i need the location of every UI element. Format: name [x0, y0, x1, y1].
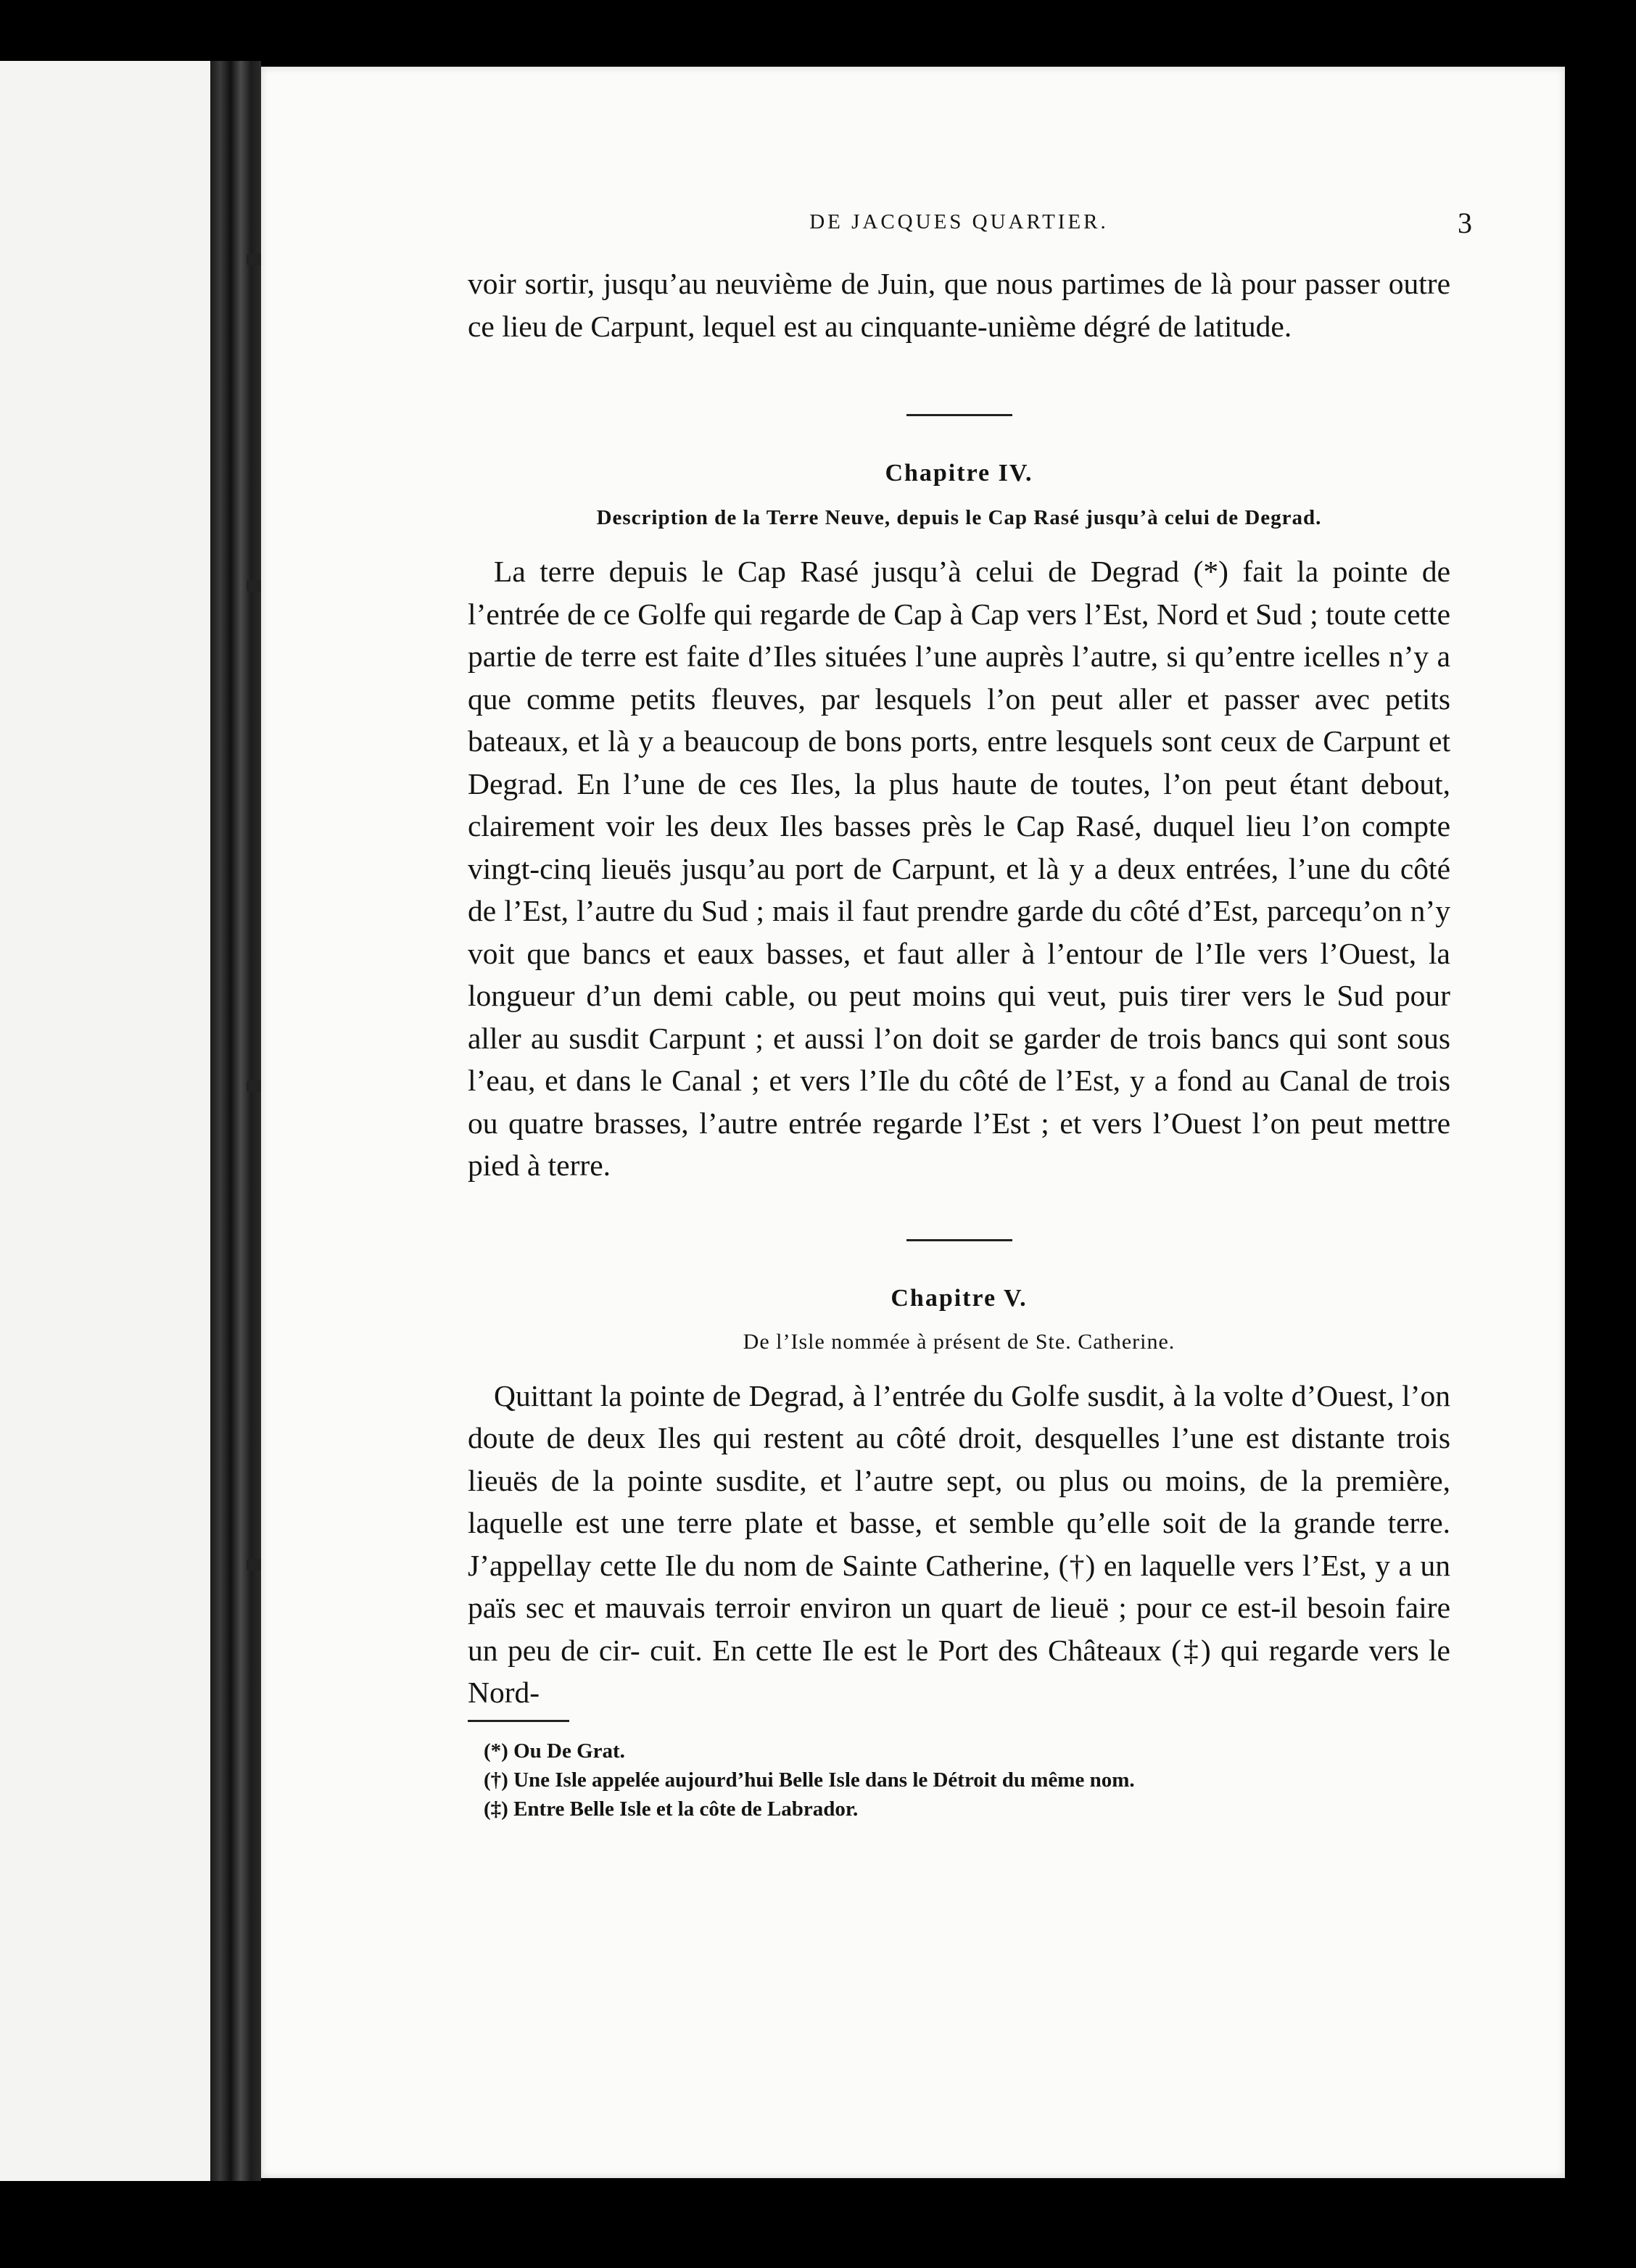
book-spine [210, 61, 261, 2181]
intro-paragraph [468, 262, 1450, 347]
text-line: trois bancs qui sont sous l’eau, et dans le Canal ; et vers l’Ile du côté de [468, 1021, 1451, 1097]
text-line: la plus haute de toutes, l’on peut étant debout, clairement voir les deux [468, 766, 1450, 843]
text-line: environ un quart de lieuë ; pour ce est-il besoin faire un peu de cir- [468, 1591, 1451, 1667]
chapter-heading: Chapitre V. [891, 1284, 1028, 1312]
text-line: l’autre, si qu’entre icelles n’y a que comme petits fleuves, par lesquels l’on [468, 640, 1450, 716]
text-line: de latitude. [1157, 309, 1292, 343]
chapter-paragraph [468, 550, 1450, 1187]
page-content [468, 204, 1472, 1824]
text-line: Catherine, (†) en laquelle vers l’Est, y a un païs sec et mauvais terroir [468, 1548, 1450, 1624]
text-line: d’Ouest, l’on doute de deux Iles qui restent au côté droit, desquelles [468, 1378, 1450, 1454]
text-line: vers le Sud pour aller au susdit Carpunt ; et aussi l’on doit se garder de [468, 979, 1450, 1055]
text-line: peut aller et passer avec petits bateaux, et là y a beaucoup de bons ports, [468, 682, 1450, 758]
text-line: l’Ouest, la longueur d’un demi cable, ou peut moins qui veut, puis tirer [468, 936, 1450, 1012]
text-line: passer outre ce lieu de Carpunt, lequel est au cinquante-unième dégré [468, 267, 1450, 343]
running-title: DE JACQUES QUARTIER. [809, 210, 1109, 233]
text-line: jusqu’au port de Carpunt, et là y a deux entrées, l’une du côté de l’Est, [468, 851, 1450, 927]
text-line: voir sortir, jusqu’au neuvième de Juin, que nous partimes de là pour [468, 267, 1305, 300]
left-page-edge [0, 61, 210, 2181]
chapter-paragraph [468, 1375, 1450, 1714]
section-divider [906, 1239, 1012, 1241]
footnote: (*) Ou De Grat. [484, 1739, 625, 1763]
chapter-subtitle: De l’Isle nommée à présent de Ste. Catherine. [743, 1329, 1176, 1354]
text-line: entre lesquels sont ceux de Carpunt et Degrad. En l’une de ces Iles, [468, 724, 1450, 800]
book-page [261, 67, 1565, 2178]
text-line: Iles basses près le Cap Rasé, duquel lieu l’on compte vingt-cinq lieuës [468, 809, 1450, 885]
text-line: La terre depuis le Cap Rasé jusqu’à celui de Degrad (*) fait la pointe [494, 555, 1422, 588]
footnote: (†) Une Isle appelée aujourd’hui Belle Isle dans le Détroit du même nom. [484, 1768, 1135, 1792]
page-number: 3 [1458, 207, 1472, 239]
text-line: ou moins, de la première, laquelle est une terre plate et basse, et semble [468, 1463, 1450, 1539]
footnote-divider [468, 1720, 569, 1722]
text-line: de l’entrée de ce Golfe qui regarde de Cap à Cap vers l’Est, Nord et [468, 555, 1450, 631]
text-line: l’autre du Sud ; mais il faut prendre garde du côté d’Est, parcequ’on [577, 894, 1410, 927]
running-head [468, 204, 1472, 248]
text-line: l’Est, y a fond au Canal de trois ou quatre brasses, l’autre entrée [468, 1064, 1450, 1140]
text-line: l’une est distante trois lieuës de la pointe susdite, et l’autre sept, ou plus [468, 1421, 1450, 1497]
chapter-subtitle: Description de la Terre Neuve, depuis le Cap Rasé jusqu’à celui de Degrad. [596, 506, 1322, 529]
text-line: cuit. En cette Ile est le Port des Châteaux (‡) qui regarde vers le Nord- [468, 1633, 1450, 1709]
section-divider [906, 414, 1012, 416]
text-line: Sud ; toute cette partie de terre est faite d’Iles situées l’une auprès [468, 597, 1450, 673]
footnote: (‡) Entre Belle Isle et la côte de Labrador. [484, 1797, 859, 1821]
text-line: qu’elle soit de la grande terre. J’appellay cette Ile du nom de Sainte [468, 1506, 1450, 1582]
text-line: regarde l’Est ; et vers l’Ouest l’on peut mettre pied à terre. [468, 1106, 1450, 1182]
text-line: Quittant la pointe de Degrad, à l’entrée du Golfe susdit, à la volte [494, 1378, 1292, 1412]
text-line: n’y voit que bancs et eaux basses, et faut aller à l’entour de l’Ile vers [468, 894, 1450, 970]
chapter-heading: Chapitre IV. [885, 460, 1033, 487]
